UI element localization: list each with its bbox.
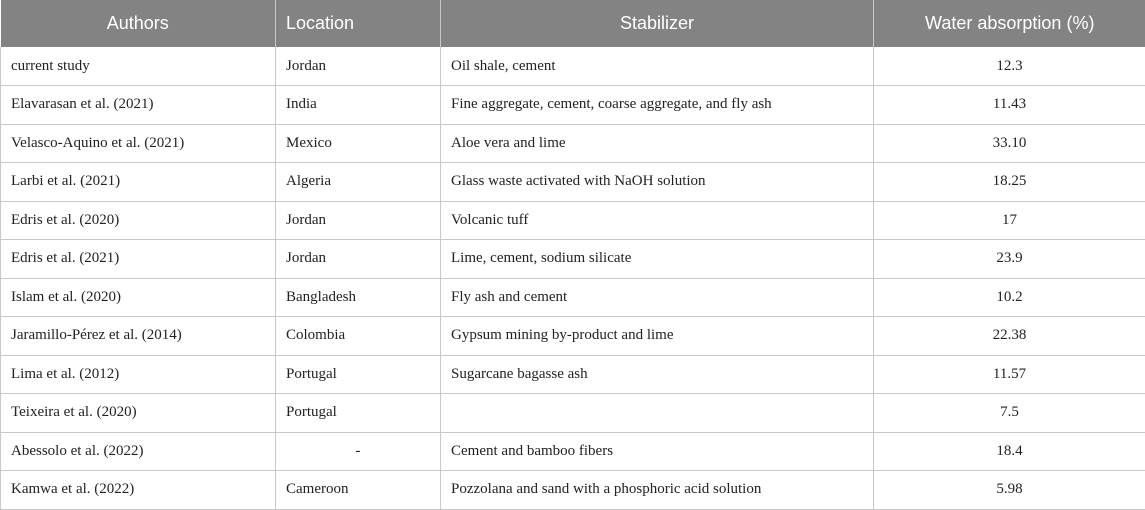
table-row (1, 201, 1145, 240)
cell-stabilizer: Glass waste activated with NaOH solution (441, 163, 874, 202)
cell-stabilizer: Pozzolana and sand with a phosphoric acid solution (441, 471, 874, 510)
cell-authors: Velasco-Aquino et al. (2021) (1, 124, 276, 163)
cell-authors: Islam et al. (2020) (1, 278, 276, 317)
header-stabilizer: Stabilizer (441, 0, 874, 47)
cell-location: Jordan (276, 47, 441, 86)
cell-location: Portugal (276, 394, 441, 433)
cell-stabilizer: Aloe vera and lime (441, 124, 874, 163)
cell-authors: Edris et al. (2020) (1, 201, 276, 240)
header-location: Location (276, 0, 441, 47)
cell-stabilizer: Fine aggregate, cement, coarse aggregate, and fly ash (441, 86, 874, 125)
cell-location: Bangladesh (276, 278, 441, 317)
cell-stabilizer: Lime, cement, sodium silicate (441, 240, 874, 279)
cell-stabilizer: Sugarcane bagasse ash (441, 355, 874, 394)
cell-water-absorption: 33.10 (874, 124, 1145, 163)
cell-water-absorption: 7.5 (874, 394, 1145, 433)
cell-water-absorption: 10.2 (874, 278, 1145, 317)
header-authors: Authors (1, 0, 276, 47)
table-row (1, 432, 1145, 471)
table-row (1, 317, 1145, 356)
cell-authors: Abessolo et al. (2022) (1, 432, 276, 471)
table-row (1, 86, 1145, 125)
cell-water-absorption: 12.3 (874, 47, 1145, 86)
table-row (1, 163, 1145, 202)
table-body (1, 47, 1145, 509)
header-row (1, 0, 1145, 47)
cell-authors: Jaramillo-Pérez et al. (2014) (1, 317, 276, 356)
cell-water-absorption: 23.9 (874, 240, 1145, 279)
cell-stabilizer: Oil shale, cement (441, 47, 874, 86)
cell-location: Jordan (276, 201, 441, 240)
cell-stabilizer: Volcanic tuff (441, 201, 874, 240)
cell-location: Jordan (276, 240, 441, 279)
cell-stabilizer: Gypsum mining by-product and lime (441, 317, 874, 356)
cell-water-absorption: 11.57 (874, 355, 1145, 394)
header-water-absorption: Water absorption (%) (874, 0, 1145, 47)
table-row (1, 471, 1145, 510)
table-row (1, 240, 1145, 279)
cell-authors: Teixeira et al. (2020) (1, 394, 276, 433)
cell-location: Cameroon (276, 471, 441, 510)
table-header (1, 0, 1145, 47)
table-row (1, 47, 1145, 86)
cell-authors: Kamwa et al. (2022) (1, 471, 276, 510)
cell-water-absorption: 11.43 (874, 86, 1145, 125)
cell-location: - (276, 432, 441, 471)
table-row (1, 355, 1145, 394)
table-row (1, 124, 1145, 163)
cell-location: India (276, 86, 441, 125)
cell-authors: current study (1, 47, 276, 86)
cell-location: Algeria (276, 163, 441, 202)
cell-water-absorption: 18.4 (874, 432, 1145, 471)
cell-authors: Elavarasan et al. (2021) (1, 86, 276, 125)
cell-location: Mexico (276, 124, 441, 163)
cell-stabilizer: Fly ash and cement (441, 278, 874, 317)
table-row (1, 278, 1145, 317)
cell-stabilizer: Cement and bamboo fibers (441, 432, 874, 471)
cell-water-absorption: 18.25 (874, 163, 1145, 202)
table-row (1, 394, 1145, 433)
cell-location: Portugal (276, 355, 441, 394)
cell-authors: Edris et al. (2021) (1, 240, 276, 279)
cell-water-absorption: 17 (874, 201, 1145, 240)
cell-water-absorption: 5.98 (874, 471, 1145, 510)
cell-water-absorption: 22.38 (874, 317, 1145, 356)
cell-stabilizer (441, 394, 874, 433)
cell-authors: Lima et al. (2012) (1, 355, 276, 394)
cell-authors: Larbi et al. (2021) (1, 163, 276, 202)
cell-location: Colombia (276, 317, 441, 356)
